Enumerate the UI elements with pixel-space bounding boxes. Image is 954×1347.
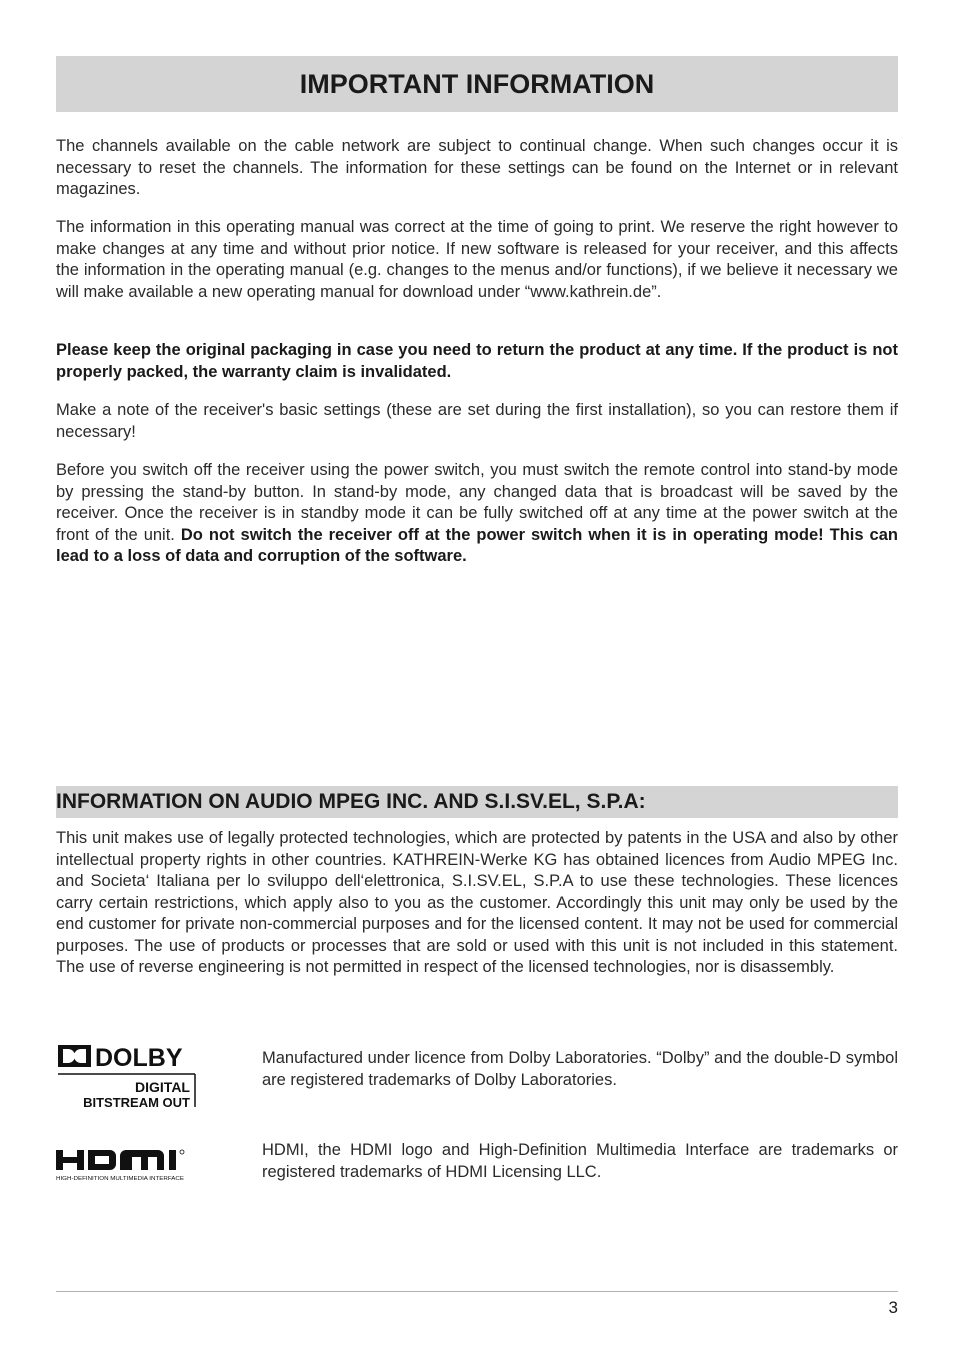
hdmi-logo-tagline: HIGH-DEFINITION MULTIMEDIA INTERFACE bbox=[56, 1176, 185, 1182]
mpeg-section-banner bbox=[56, 786, 898, 818]
double-d-icon bbox=[58, 1045, 91, 1067]
page-number: 3 bbox=[888, 1298, 898, 1317]
mpeg-section-heading: INFORMATION ON AUDIO MPEG INC. AND S.I.SV.EL, S.P.A: bbox=[56, 790, 646, 813]
paragraph-manual-changes: The information in this operating manual was correct at the time of going to print. We reserve the right however to make changes at any time and without prior notice. If new software is released for your receiver, and this affects the information in the operating manual (e.g. changes to the menus and/or functions), if we believe it necessary we will make available a new operating manual for download under “www.kathrein.de”. bbox=[56, 218, 898, 301]
mpeg-section-body: This unit makes use of legally protected technologies, which are protected by patents in the USA and also by other intellectual property rights in other countries. KATHREIN-Werke KG has obtained licences from Audio MPEG Inc. and Societa‘ Italiana per lo sviluppo dell‘elettronica, S.I.SV.EL, S.P.A to use these technologies. These licences carry certain restrictions, which apply also to you as the customer. Accordingly this unit may only be used by the end customer for private non-commercial purposes and for the licensed content. It may not be used for commercial purposes. The use of products or processes that are sold or used with this unit is not included in this statement. The use of reverse engineering is not permitted in respect of the licensed technologies, nor is disassembly. bbox=[56, 829, 898, 976]
dolby-logo bbox=[56, 1043, 198, 1109]
power-switch-warning: Do not switch the receiver off at the power switch when it is in operating mode! This can lead to a loss of data and corruption of the software. bbox=[56, 525, 898, 565]
footer-divider bbox=[56, 1291, 898, 1292]
paragraph-channels: The channels available on the cable network are subject to continual change. When such changes occur it is necessary to reset the channels. The information for these settings can be found on the Internet or in relevant magazines. bbox=[56, 137, 898, 198]
power-switch-text: Before you switch off the receiver using the power switch, you must switch the remote control into stand-by mode by pressing the stand-by button. In stand-by mode, any changed data that is broadcast will be saved by the receiver. Once the receiver is in standby mode it can be fully switched off at any time at the power switch at the front of the unit. bbox=[56, 461, 898, 544]
dolby-logo-bitstream: BITSTREAM OUT bbox=[83, 1095, 190, 1109]
paragraph-power-switch bbox=[56, 460, 898, 568]
dolby-logo-word: DOLBY bbox=[95, 1044, 183, 1072]
paragraph-packaging-warning: Please keep the original packaging in case you need to return the product at any time. If the product is not properly packed, the warranty claim is invalidated. bbox=[56, 341, 898, 381]
hdmi-trademark-text: HDMI, the HDMI logo and High-Definition Multimedia Interface are trademarks or registered trademarks of HDMI Licensing LLC. bbox=[262, 1141, 898, 1181]
paragraph-basic-settings: Make a note of the receiver's basic settings (these are set during the first installation), so you can restore them if necessary! bbox=[56, 401, 898, 441]
hdmi-logo bbox=[56, 1146, 198, 1182]
dolby-logo-digital: DIGITAL bbox=[135, 1079, 190, 1095]
page-title: IMPORTANT INFORMATION bbox=[299, 68, 655, 99]
dolby-trademark-text: Manufactured under licence from Dolby Laboratories. “Dolby” and the double-D symbol are registered trademarks of Dolby Laboratories. bbox=[262, 1049, 898, 1089]
title-banner bbox=[56, 56, 898, 112]
hdmi-wordmark-icon bbox=[56, 1150, 184, 1170]
